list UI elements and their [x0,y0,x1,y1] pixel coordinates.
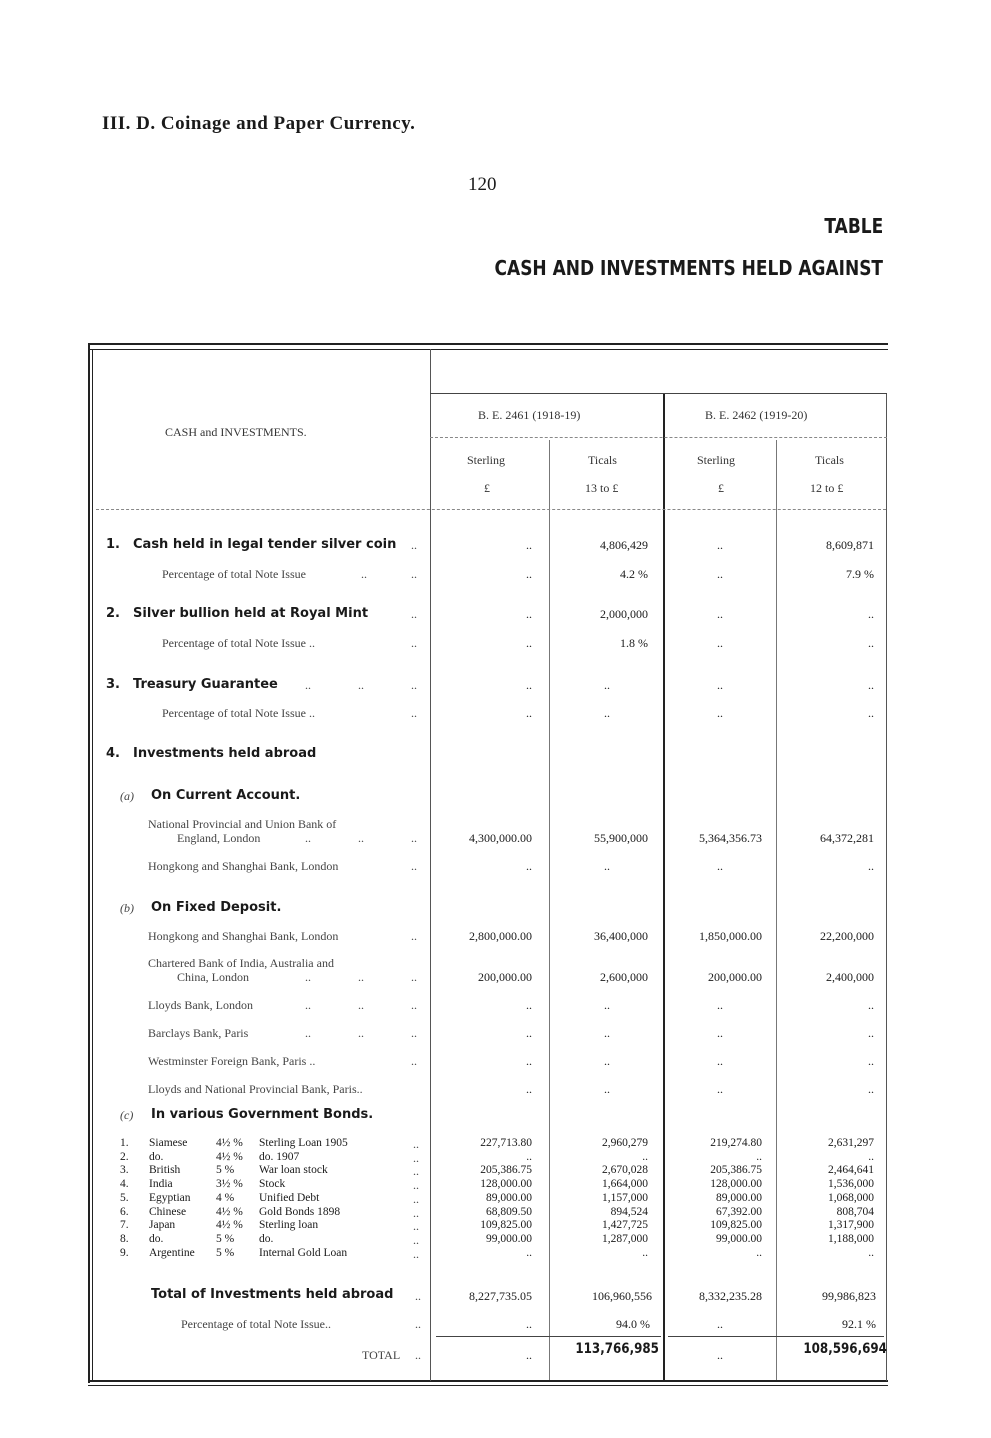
bond-description: Sterling loan [259,1219,319,1232]
cell-v3: .. [717,1317,723,1331]
cell-v3: 89,000.00 [716,1191,762,1204]
cell-v2: 2,000,000 [600,607,648,621]
cell-v4: 2,400,000 [826,970,874,984]
cell-v3: 99,000.00 [716,1232,762,1245]
leader-dots: .. [305,970,311,984]
row-label-chartered-2: China, London [177,970,249,984]
cell-v1: 89,000.00 [486,1191,532,1204]
cell-v1: 8,227,735.05 [469,1289,532,1303]
cell-v1: .. [526,1054,532,1068]
cell-v4: 2,464,641 [828,1164,874,1177]
cell-v1: .. [526,1150,532,1163]
cell-v4: 92.1 % [842,1317,876,1331]
cell-v2: .. [604,1082,610,1096]
cell-v3: 8,332,235.28 [699,1289,762,1303]
bond-number: 4. [120,1178,129,1191]
row-label-natprov: National Provincial and Union Bank of [148,817,337,831]
row-label-treasury-pct: Percentage of total Note Issue .. [162,706,315,720]
bond-country: British [149,1164,181,1177]
leader-dots: .. [305,831,311,845]
cell-v2: 4.2 % [620,567,648,581]
leader-dots: .. [413,1191,419,1206]
bond-rate: 5 % [216,1232,235,1245]
cell-v4: .. [868,859,874,873]
cell-v3: .. [717,859,723,873]
cell-v1: 4,300,000.00 [469,831,532,845]
bond-description: Unified Debt [259,1191,320,1204]
cell-v1: 99,000.00 [486,1232,532,1245]
cell-v3: 109,825.00 [710,1219,762,1232]
cell-v2: 4,806,429 [600,538,648,552]
label-column-header: CASH and INVESTMENTS. [165,425,307,439]
cell-v2: 1,427,725 [602,1219,648,1232]
leader-dots: .. [413,1219,419,1234]
cell-v4: .. [868,678,874,692]
bond-description: Gold Bonds 1898 [259,1205,341,1218]
cell-v2: .. [604,678,610,692]
bond-country: Egyptian [149,1191,191,1204]
row-label-investments-pct: Percentage of total Note Issue.. [181,1317,331,1331]
grand-total-2: 108,596,694 [803,1341,887,1357]
bond-description: Stock [259,1178,286,1191]
bond-number: 8. [120,1232,129,1245]
pound-sign-2: £ [718,481,724,495]
row-label-barclays: Barclays Bank, Paris [148,1026,249,1040]
year1-header: B. E. 2461 (1918-19) [478,408,581,422]
cell-v1: 200,000.00 [478,970,532,984]
row-label-natprov-2: England, London [177,831,261,845]
leader-dots: .. [305,1026,311,1040]
row-label-cash-pct: Percentage of total Note Issue [162,567,306,581]
cell-v3: .. [756,1246,762,1259]
leader-dots: .. [415,1289,421,1303]
cell-v4: 22,200,000 [820,929,874,943]
bond-country: do. [149,1232,164,1245]
cell-v3: .. [717,706,723,720]
cell-v1: 128,000.00 [480,1178,532,1191]
cell-v3: .. [717,567,723,581]
cell-v2: .. [604,1026,610,1040]
table-word: TABLE [824,214,883,238]
bond-number: 7. [120,1219,129,1232]
leader-dots: .. [358,1026,364,1040]
cell-v2: 894,524 [610,1205,648,1218]
sub-letter: (a) [120,789,134,803]
row-label-hongkong-fixed: Hongkong and Shanghai Bank, London [148,929,339,943]
cell-v2: 2,600,000 [600,970,648,984]
leader-dots: .. [358,970,364,984]
bond-description: do. 1907 [259,1150,300,1163]
grand-total-1: 113,766,985 [575,1341,659,1357]
cell-v1: .. [526,1246,532,1259]
year2-header: B. E. 2462 (1919-20) [705,408,808,422]
bond-description: Sterling Loan 1905 [259,1137,348,1149]
bond-number: 3. [120,1164,129,1177]
cell-v2: 2,960,279 [602,1137,648,1149]
cell-v3: 67,392.00 [716,1205,762,1218]
cell-v3: .. [717,607,723,621]
leader-dots: .. [413,1246,419,1261]
bond-rate: 5 % [216,1164,235,1177]
pound-sign-1: £ [484,481,490,495]
row-label-gov-bonds: In various Government Bonds. [151,1107,374,1122]
cell-v3: .. [756,1150,762,1163]
row-label-current-account: On Current Account. [151,788,301,803]
leader-dots: .. [358,678,364,692]
leader-dots: .. [413,1205,419,1220]
leader-dots: .. [411,929,417,943]
cell-v1: .. [526,636,532,650]
cell-v3: .. [717,1026,723,1040]
bond-country: Argentine [149,1246,195,1259]
ticals-header-1: Ticals [588,453,617,467]
leader-dots: .. [411,706,417,720]
cell-v4: 64,372,281 [820,831,874,845]
cell-v1: .. [526,1082,532,1096]
bond-country: Chinese [149,1205,187,1218]
leader-dots: .. [413,1178,419,1193]
bond-rate: 4½ % [216,1219,243,1232]
cell-v1: 2,800,000.00 [469,929,532,943]
row-label-treasury: Treasury Guarantee [133,677,278,692]
cell-v2: .. [604,1054,610,1068]
cell-v1: .. [526,678,532,692]
rate-header-1: 13 to £ [585,481,619,495]
cell-v4: 7.9 % [846,567,874,581]
bond-number: 6. [120,1205,129,1218]
cell-v1: .. [526,1026,532,1040]
row-number: 4. [106,746,120,761]
cell-v1: 68,809.50 [486,1205,532,1218]
leader-dots: .. [411,636,417,650]
cell-v2: 55,900,000 [594,831,648,845]
page-number: 120 [468,174,497,195]
bond-rate: 4 % [216,1191,235,1204]
bond-number: 1. [120,1137,129,1149]
leader-dots: .. [413,1150,419,1165]
cell-v4: 8,609,871 [826,538,874,552]
cell-v3: .. [717,636,723,650]
bond-country: Siamese [149,1137,188,1149]
bond-rate: 4½ % [216,1205,243,1218]
leader-dots: .. [361,567,367,581]
cell-v3: 128,000.00 [710,1178,762,1191]
bond-description: Internal Gold Loan [259,1246,348,1259]
cell-v4: 808,704 [836,1205,874,1218]
cell-v1: .. [526,706,532,720]
bond-number: 9. [120,1246,129,1259]
cell-v3: 5,364,356.73 [699,831,762,845]
row-label-investments-total: Total of Investments held abroad [151,1287,394,1302]
leader-dots: .. [413,1137,419,1151]
bond-description: do. [259,1232,274,1245]
cell-v2: .. [604,998,610,1012]
cell-v2: .. [642,1246,648,1259]
row-label-chartered: Chartered Bank of India, Australia and [148,956,334,970]
cell-v3: .. [717,678,723,692]
leader-dots: .. [415,1348,421,1362]
row-label-lloyds: Lloyds Bank, London [148,998,253,1012]
row-label-investments: Investments held abroad [133,746,317,761]
leader-dots: .. [305,998,311,1012]
leader-dots: .. [411,678,417,692]
cell-v4: .. [868,1026,874,1040]
bond-rate: 4½ % [216,1150,243,1163]
bond-country: India [149,1178,173,1191]
cell-v1: .. [526,859,532,873]
bond-country: Japan [149,1219,176,1232]
cell-v3: .. [717,1348,723,1362]
leader-dots: .. [411,1026,417,1040]
cell-v2: .. [604,706,610,720]
cell-v1: .. [526,567,532,581]
cell-v3: 200,000.00 [708,970,762,984]
cell-v4: 2,631,297 [828,1137,874,1149]
cell-v4: .. [868,1246,874,1259]
leader-dots: .. [411,831,417,845]
cell-v1: 109,825.00 [480,1219,532,1232]
cell-v1: 227,713.80 [480,1137,532,1149]
bond-description: War loan stock [259,1164,328,1177]
leader-dots: .. [411,567,417,581]
row-label-cash: Cash held in legal tender silver coin [133,537,397,552]
bond-country: do. [149,1150,164,1163]
cell-v4: 1,317,900 [828,1219,874,1232]
row-number: 2. [106,606,120,621]
row-number: 3. [106,677,120,692]
cell-v4: .. [868,1150,874,1163]
table-heading: CASH AND INVESTMENTS HELD AGAINST [494,256,883,280]
cell-v4: 1,188,000 [828,1232,874,1245]
cell-v3: .. [717,1054,723,1068]
leader-dots: .. [413,1164,419,1179]
row-label-lloyds-natprov: Lloyds and National Provincial Bank, Paris.. [148,1082,363,1096]
cell-v2: 36,400,000 [594,929,648,943]
cell-v1: .. [526,1317,532,1331]
bond-number: 5. [120,1191,129,1204]
row-number: 1. [106,537,120,552]
row-label-fixed-deposit: On Fixed Deposit. [151,900,282,915]
row-label-westminster: Westminster Foreign Bank, Paris .. [148,1054,316,1068]
cell-v2: 2,670,028 [602,1164,648,1177]
ticals-header-2: Ticals [815,453,844,467]
cell-v1: 205,386.75 [480,1164,532,1177]
sub-letter: (c) [120,1108,134,1122]
cell-v1: .. [526,607,532,621]
leader-dots: .. [358,831,364,845]
sub-letter: (b) [120,901,134,915]
cell-v4: 1,068,000 [828,1191,874,1204]
cell-v2: 106,960,556 [592,1289,652,1303]
bond-rate: 3½ % [216,1178,243,1191]
cell-v3: 205,386.75 [710,1164,762,1177]
cell-v1: .. [526,1348,532,1362]
cell-v2: 94.0 % [616,1317,650,1331]
cell-v4: 99,986,823 [822,1289,876,1303]
leader-dots: .. [305,678,311,692]
leader-dots: .. [415,1317,421,1331]
cell-v3: .. [717,1082,723,1096]
leader-dots: .. [411,998,417,1012]
cell-v4: .. [868,607,874,621]
row-label-bullion-pct: Percentage of total Note Issue .. [162,636,315,650]
cell-v4: .. [868,1054,874,1068]
cell-v3: 219,274.80 [710,1137,762,1149]
cell-v3: .. [717,538,723,552]
row-label-hongkong-current: Hongkong and Shanghai Bank, London [148,859,339,873]
leader-dots: .. [411,538,417,552]
grand-total-label: TOTAL [362,1348,401,1362]
bond-number: 2. [120,1150,129,1163]
cell-v4: .. [868,998,874,1012]
leader-dots: .. [358,998,364,1012]
rate-header-2: 12 to £ [810,481,844,495]
row-label-bullion: Silver bullion held at Royal Mint [133,606,369,621]
leader-dots: .. [411,970,417,984]
leader-dots: .. [411,607,417,621]
cell-v2: .. [604,859,610,873]
cell-v1: .. [526,538,532,552]
cell-v2: 1.8 % [620,636,648,650]
cell-v2: 1,157,000 [602,1191,648,1204]
section-title: III. D. Coinage and Paper Currency. [102,113,416,134]
bond-rate: 5 % [216,1246,235,1259]
cell-v2: 1,287,000 [602,1232,648,1245]
sterling-header-1: Sterling [467,453,505,467]
cell-v2: .. [642,1150,648,1163]
cell-v4: 1,536,000 [828,1178,874,1191]
cell-v3: 1,850,000.00 [699,929,762,943]
cell-v4: .. [868,706,874,720]
leader-dots: .. [411,859,417,873]
cell-v4: .. [868,1082,874,1096]
leader-dots: .. [411,1054,417,1068]
bond-rate: 4½ % [216,1137,243,1149]
cell-v4: .. [868,636,874,650]
sterling-header-2: Sterling [697,453,735,467]
cell-v1: .. [526,998,532,1012]
cell-v2: 1,664,000 [602,1178,648,1191]
cell-v3: .. [717,998,723,1012]
leader-dots: .. [413,1232,419,1247]
